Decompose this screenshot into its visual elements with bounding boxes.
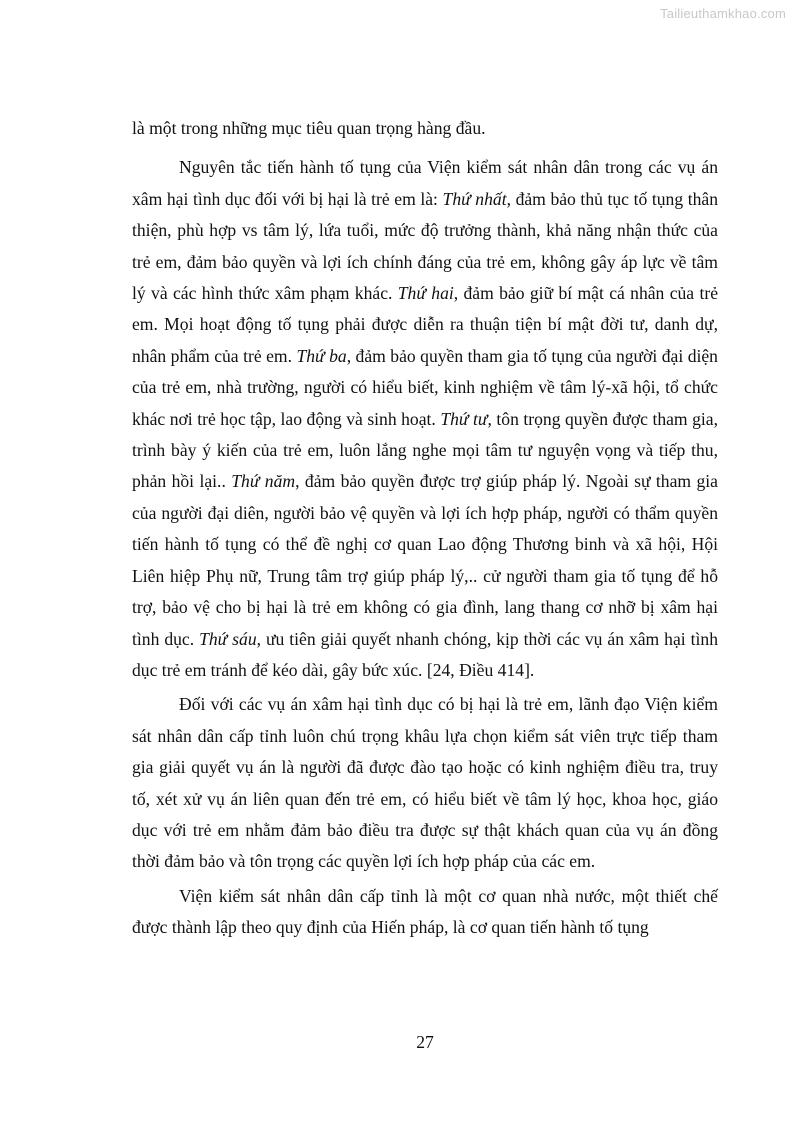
text-run: , đảm bảo quyền được trợ giúp pháp lý. Ngoài sự tham gia của người đại diên, người bảo vệ quyền và lợi ích hợp pháp, người có thẩm quyền tiến hành tố tụng có thể đề nghị cơ quan Lao động Thương binh và xã hội, Hội Liên hiệp Phụ nữ, Trung tâm trợ giúp pháp lý,.. cử người tham gia tố tụng để hỗ trợ, bảo vệ cho bị hại là trẻ em không có gia đình, lang thang cơ nhỡ bị xâm hại tình dục. [132, 471, 718, 649]
emphasis-sixth: Thứ sáu [199, 628, 257, 649]
text-run: , đảm bảo giữ bí mật cá nhân của trẻ em. Mọi hoạt động tố tụng phải được diễn ra thuận tiện bí mật đời tư, danh dự, nhân phẩm của trẻ em. [132, 283, 719, 366]
emphasis-second: Thứ hai [397, 283, 454, 304]
document-body [132, 113, 718, 947]
page-number: 27 [416, 1032, 434, 1052]
text-run: , đảm bảo quyền tham gia tố tụng của người đại diện của trẻ em, nhà trường, người có hiểu biết, kinh nghiệm về tâm lý-xã hội, tổ chức khác nơi trẻ học tập, lao động và sinh hoạt. [132, 345, 718, 429]
emphasis-fifth: Thứ năm [231, 471, 296, 492]
emphasis-fourth: Thứ tư [440, 408, 488, 429]
watermark-text: Tailieuthamkhao.com [660, 6, 786, 21]
paragraph-principles [132, 152, 718, 686]
emphasis-first: Thứ nhất [442, 188, 507, 209]
text-run: Nguyên tắc tiến hành tố tụng của Viện kiểm sát nhân dân trong các vụ án xâm hại tình dục đối với bị hại là trẻ em là: [132, 157, 718, 209]
text-run: , tôn trọng quyền được tham gia, trình bày ý kiến của trẻ em, luôn lắng nghe mọi tâm tư nguyện vọng và tiếp thu, phản hồi lại.. [132, 408, 719, 492]
paragraph-continuation: là một trong những mục tiêu quan trọng hàng đầu. [132, 118, 486, 138]
paragraph-procuracy-definition: Viện kiểm sát nhân dân cấp tỉnh là một cơ quan nhà nước, một thiết chế được thành lập theo quy định của Hiến pháp, là cơ quan tiến hành tố tụng [132, 885, 718, 938]
emphasis-third: Thứ ba [296, 345, 347, 366]
text-run: , ưu tiên giải quyết nhanh chóng, kịp thời các vụ án xâm hại tình dục trẻ em tránh để kéo dài, gây bức xúc. [24, Điều 414]. [132, 628, 718, 680]
paragraph-prosecutor-selection: Đối với các vụ án xâm hại tình dục có bị hại là trẻ em, lãnh đạo Viện kiểm sát nhân dân cấp tỉnh luôn chú trọng khâu lựa chọn kiểm sát viên trực tiếp tham gia giải quyết vụ án là người đã được đào tạo hoặc có kinh nghiệm điều tra, truy tố, xét xử vụ án liên quan đến trẻ em, có hiểu biết về tâm lý học, khoa học, giáo dục với trẻ em nhằm đảm bảo điều tra được sự thật khách quan của vụ án đồng thời đảm bảo và tôn trọng các quyền lợi ích hợp pháp của các em. [132, 694, 718, 872]
text-run: , đảm bảo thủ tục tố tụng thân thiện, phù hợp vs tâm lý, lứa tuổi, mức độ trưởng thành, khả năng nhận thức của trẻ em, đảm bảo quyền và lợi ích chính đáng của trẻ em, không gây áp lực về tâm lý và các hình thức xâm phạm khác. [132, 188, 718, 304]
